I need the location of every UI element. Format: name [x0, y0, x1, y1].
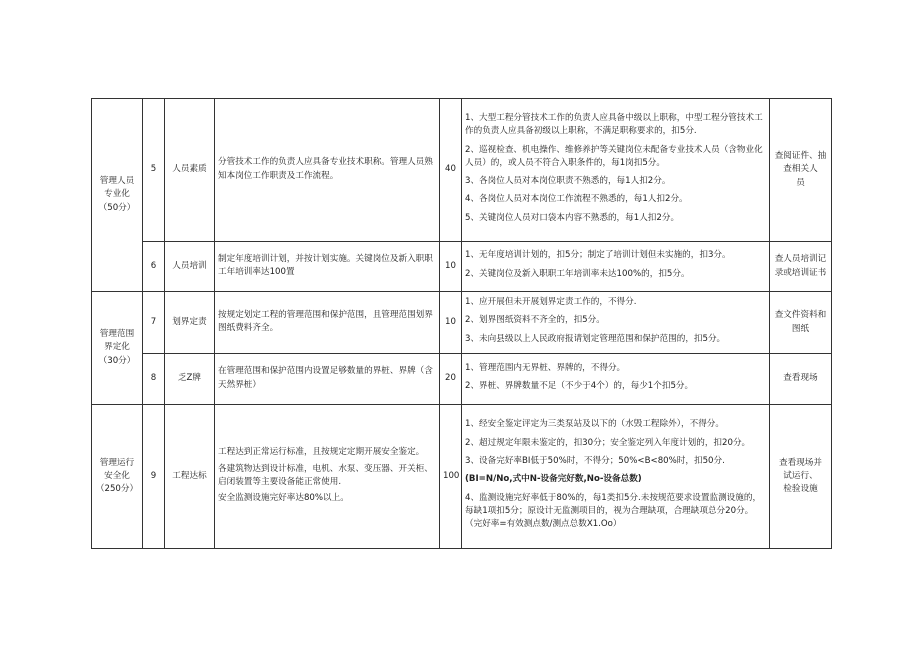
- item-number: 9: [143, 405, 165, 549]
- criteria-line: 3、未向县级以上人民政府报请划定管理范围和保护范围的，扣5分。: [465, 333, 726, 344]
- standard-text: 分管技术工作的负责人应具备专业技术职称。管理人员熟知本岗位工作职责及工作流程。: [218, 157, 433, 181]
- standard-text: 按规定划定工程的管理范围和保护范围，且管理范围划界图纸费料齐全。: [218, 309, 433, 333]
- standard-text: 在管理范围和保护范围内设置足够数量的界桩、界牌（含天然界桩）: [218, 366, 433, 390]
- standard-text: 安全监测设施完好率达80%以上。: [218, 493, 349, 504]
- standard-text: 工程达到正常运行标准，且按规定定期开展安全鉴定。: [218, 447, 425, 458]
- score-value: 20: [440, 354, 462, 405]
- category-line: （30分）: [98, 355, 136, 366]
- method-line: 图纸: [791, 323, 810, 334]
- item-number: 6: [143, 242, 165, 292]
- criteria-line: 1、应开展但未开展划界定责工作的，不得分.: [465, 297, 637, 308]
- item-number: 7: [143, 292, 165, 354]
- item-name: 人员素质: [165, 99, 215, 242]
- method-line: 查文件资料和: [774, 310, 827, 321]
- criteria-line: 1、经安全鉴定评定为三类泵站及以下的（水毁工程除外），不得分。: [465, 419, 724, 430]
- table-row: [92, 99, 832, 242]
- criteria-line: 1、管理范围内无界桩、界牌的，不得分。: [465, 362, 626, 373]
- score-value: 100: [440, 405, 462, 549]
- item-name: 工程达标: [165, 405, 215, 549]
- method-line: 试运行、: [783, 470, 818, 481]
- table-row: [92, 405, 832, 549]
- criteria-line: 3、设备完好率BI低于50%时，不得分；50%<B<80%时，扣50分.: [465, 456, 725, 467]
- method-cell: [770, 405, 832, 549]
- item-name: 划界定责: [165, 292, 215, 354]
- category-cell: [92, 292, 143, 405]
- criteria-cell: [462, 99, 770, 242]
- standard-cell: [215, 405, 440, 549]
- category-line: 专业化: [104, 189, 130, 200]
- method-cell: [770, 242, 832, 292]
- score-value: 10: [440, 242, 462, 292]
- category-line: 安全化: [104, 470, 130, 481]
- score-value: 10: [440, 292, 462, 354]
- criteria-line: 2、界桩、界牌数量不足（不少于4个）的，每少1个扣5分。: [465, 381, 694, 391]
- method-line: 员: [796, 177, 805, 188]
- standard-cell: [215, 292, 440, 354]
- criteria-line: 2、巡视检查、机电操作、维修养护等关键岗位未配备专业技术人员（含物业化人员）的，或人员不符合入职条件的，每1岗扣5分。: [465, 144, 763, 168]
- standard-cell: [215, 354, 440, 405]
- category-line: 管理运行: [99, 457, 135, 468]
- method-line: 查人员培训记: [774, 254, 827, 265]
- category-line: 界定化: [104, 342, 130, 353]
- criteria-line: 4、各岗位人员对本岗位工作流程不熟悉的，每1人扣2分。: [465, 194, 688, 205]
- criteria-cell: [462, 405, 770, 549]
- method-line: 录或培训证书: [774, 267, 827, 278]
- criteria-cell: [462, 292, 770, 354]
- method-line: 查相关人: [783, 164, 818, 175]
- standard-text: 制定年度培训计划，并按计划实施。关键岗位及新入职职工年培训率达100置: [218, 253, 433, 277]
- criteria-line: 5、关键岗位人员对口袋本内容不熟悉的，每1人扣2分。: [465, 212, 680, 223]
- criteria-line: 1、无年度培训计划的，扣5分；制定了培训计划但未实施的，扣3分。: [465, 250, 731, 261]
- method-line: 查看现场并: [779, 457, 822, 468]
- category-line: （50分）: [98, 202, 136, 213]
- category-cell: [92, 99, 143, 292]
- standard-text: 各建筑物达到设计标准，电机、水泵、变压器、开关柜、启闭装置等主要设备能正常使用.: [218, 463, 433, 487]
- criteria-line: 4、监测设施完好率低于80%的，每1类扣5分.未按规范要求设置监测设施的，每缺1项扣5分；原设计无监测项目的，视为合理缺项，合理缺项总分20分。（完好率=有效测点数/测点总数X1.Oo）: [465, 492, 762, 530]
- table-row: [92, 354, 832, 405]
- method-line: 检验设施: [783, 484, 818, 495]
- criteria-line: 3、各岗位人员对本岗位职责不熟悉的，每1人扣2分。: [465, 176, 671, 187]
- category-line: （250分）: [95, 484, 139, 495]
- criteria-line: 2、超过规定年限未鉴定的，扣30分；安全鉴定列入年度计划的，扣20分。: [465, 437, 751, 448]
- assessment-table: [91, 98, 832, 549]
- standard-cell: [215, 99, 440, 242]
- standard-cell: [215, 242, 440, 292]
- category-line: 管理人员: [99, 176, 135, 187]
- criteria-cell: [462, 354, 770, 405]
- table-row: [92, 242, 832, 292]
- method-line: 查阅证件、抽: [774, 151, 827, 162]
- item-name: 乏Z牌: [165, 354, 215, 405]
- score-value: 40: [440, 99, 462, 242]
- criteria-line: 2、划界图纸资料不齐全的，扣5分。: [465, 315, 605, 326]
- method-cell: [770, 292, 832, 354]
- method-cell: [770, 354, 832, 405]
- criteria-formula: (BI=N/No,式中N-设备完好数,No-设备总数): [465, 474, 642, 485]
- item-number: 5: [143, 99, 165, 242]
- method-cell: [770, 99, 832, 242]
- item-name: 人员培训: [165, 242, 215, 292]
- criteria-line: 1、大型工程分管技术工作的负责人应具备中级以上职称，中型工程分管技术工作的负责人应具备初级以上职称，不满足职称要求的，扣5分.: [465, 112, 763, 137]
- category-line: 管理范围: [99, 329, 135, 340]
- table-row: [92, 292, 832, 354]
- method-line: 查看现场: [783, 373, 818, 384]
- criteria-line: 2、关键岗位及新入职职工年培训率未达100%的，扣5分。: [465, 268, 690, 279]
- item-number: 8: [143, 354, 165, 405]
- category-cell: [92, 405, 143, 549]
- criteria-cell: [462, 242, 770, 292]
